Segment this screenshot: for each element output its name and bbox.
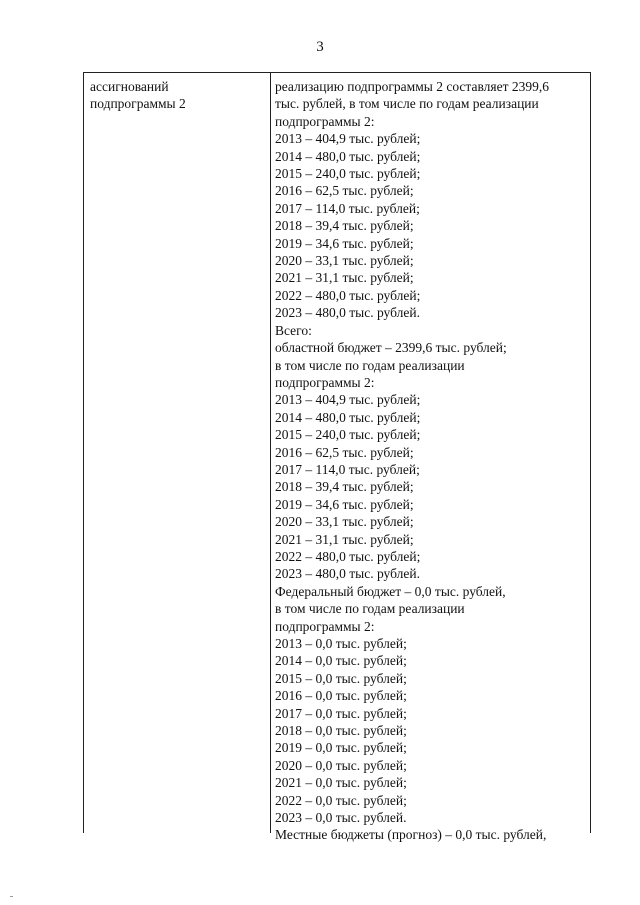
right-cell-line: 2023 – 480,0 тыс. рублей. (275, 305, 420, 321)
right-cell-line: 2021 – 31,1 тыс. рублей; (275, 270, 414, 286)
right-cell-line: 2017 – 114,0 тыс. рублей; (275, 461, 420, 477)
right-cell-line: в том числе по годам реализации (275, 601, 465, 617)
right-cell-line: 2017 – 114,0 тыс. рублей; (275, 200, 420, 216)
right-cell-line: подпрограммы 2: (275, 113, 375, 129)
right-cell-line: Федеральный бюджет – 0,0 тыс. рублей, (275, 583, 506, 599)
right-cell-line: 2016 – 62,5 тыс. рублей; (275, 444, 414, 460)
right-cell-line: подпрограммы 2: (275, 374, 375, 390)
right-cell-line: 2020 – 33,1 тыс. рублей; (275, 514, 414, 530)
right-cell-line: 2013 – 0,0 тыс. рублей; (275, 636, 407, 651)
scan-artifact (10, 896, 13, 897)
right-cell-line: Всего: (275, 322, 312, 338)
right-cell-line: 2022 – 0,0 тыс. рублей; (275, 792, 407, 808)
right-cell-line: 2021 – 31,1 тыс. рублей; (275, 531, 414, 547)
right-cell-line: 2015 – 240,0 тыс. рублей; (275, 427, 421, 443)
right-cell-line: 2023 – 480,0 тыс. рублей. (275, 566, 420, 582)
right-cell-line: подпрограммы 2: (275, 618, 375, 634)
right-cell-line: 2019 – 34,6 тыс. рублей; (275, 235, 414, 251)
right-cell-line: тыс. рублей, в том числе по годам реализации (275, 96, 539, 112)
right-cell-line: в том числе по годам реализации (275, 357, 465, 373)
right-cell-line: 2021 – 0,0 тыс. рублей; (275, 775, 407, 791)
right-cell-line: 2018 – 0,0 тыс. рублей; (275, 723, 407, 739)
right-cell-line: 2016 – 0,0 тыс. рублей; (275, 688, 407, 704)
right-cell-line: 2015 – 0,0 тыс. рублей; (275, 670, 407, 686)
right-cell (275, 78, 589, 844)
page-number: 3 (316, 39, 324, 55)
column-divider (270, 73, 271, 833)
right-cell-line: 2014 – 0,0 тыс. рублей; (275, 653, 407, 669)
funding-table (83, 72, 591, 843)
right-cell-line: реализацию подпрограммы 2 составляет 2399,6 (275, 79, 549, 94)
right-cell-line: областной бюджет – 2399,6 тыс. рублей; (275, 340, 507, 356)
right-cell-line: 2018 – 39,4 тыс. рублей; (275, 479, 414, 495)
right-cell-line: 2019 – 34,6 тыс. рублей; (275, 496, 414, 512)
right-cell-line: 2016 – 62,5 тыс. рублей; (275, 183, 414, 199)
right-cell-line: Местные бюджеты (прогноз) – 0,0 тыс. рублей, (275, 827, 547, 843)
right-cell-line: 2014 – 480,0 тыс. рублей; (275, 409, 421, 425)
right-cell-line: 2023 – 0,0 тыс. рублей. (275, 810, 407, 826)
right-cell-line: 2017 – 0,0 тыс. рублей; (275, 705, 407, 721)
right-cell-line: 2013 – 404,9 тыс. рублей; (275, 131, 421, 147)
left-cell (90, 78, 266, 113)
right-cell-line: 2014 – 480,0 тыс. рублей; (275, 148, 421, 164)
right-cell-line: 2015 – 240,0 тыс. рублей; (275, 166, 421, 182)
left-cell-line: ассигнований (90, 79, 169, 94)
left-cell-line: подпрограммы 2 (90, 96, 186, 112)
right-cell-line: 2020 – 0,0 тыс. рублей; (275, 757, 407, 773)
right-cell-line: 2013 – 404,9 тыс. рублей; (275, 392, 421, 408)
right-cell-line: 2020 – 33,1 тыс. рублей; (275, 253, 414, 269)
right-cell-line: 2022 – 480,0 тыс. рублей; (275, 287, 421, 303)
right-cell-line: 2018 – 39,4 тыс. рублей; (275, 218, 414, 234)
right-cell-line: 2019 – 0,0 тыс. рублей; (275, 740, 407, 756)
right-cell-line: 2022 – 480,0 тыс. рублей; (275, 548, 421, 564)
